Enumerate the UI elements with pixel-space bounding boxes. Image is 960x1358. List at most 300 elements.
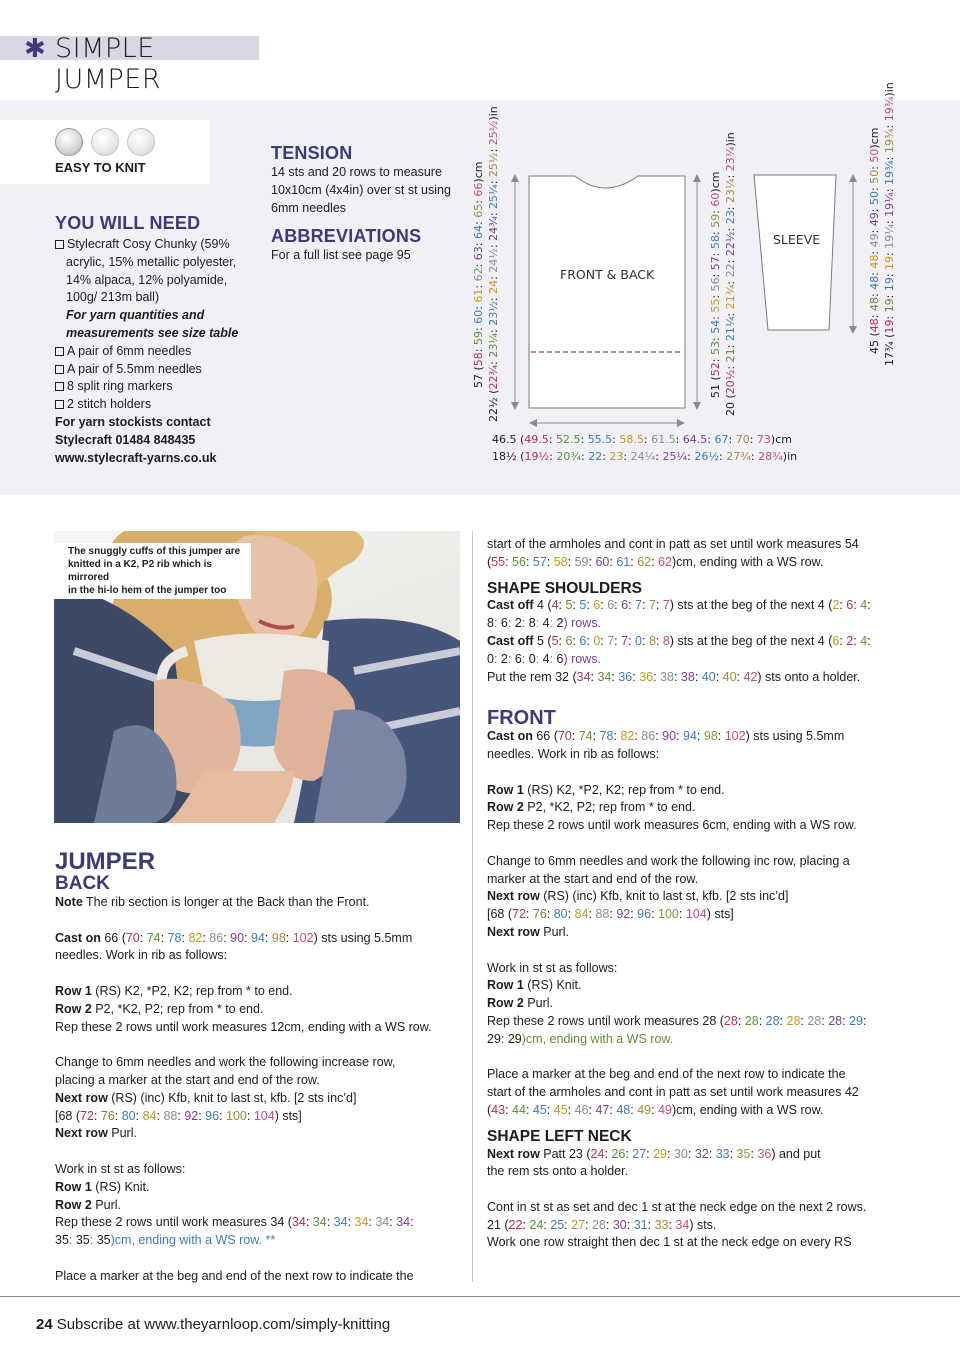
text-line: Change to 6mm needles and work the following increase row, (55, 1055, 396, 1070)
size-separator: : (558, 633, 566, 648)
size-value: 57 (532, 554, 547, 569)
size-separator: : (655, 598, 663, 613)
sts-count (55, 1108, 465, 1126)
size-value: 50 (868, 148, 881, 163)
size-value: 34 (333, 1215, 348, 1230)
note-label: Note (55, 895, 83, 909)
size-separator: : (883, 269, 896, 278)
size-value: 22 (724, 263, 737, 278)
sizes-line (55, 1214, 465, 1232)
size-value: )cm, ending with a WS row. ** (110, 1233, 276, 1248)
checkbox-icon (55, 400, 64, 409)
size-separator: 4 ( (533, 598, 552, 613)
size-separator: 4 (542, 651, 550, 666)
size-separator: : (347, 1215, 355, 1230)
size-value: 23½ (487, 301, 500, 326)
size-separator: ( (487, 1102, 492, 1117)
size-separator: : (368, 1215, 376, 1230)
checkbox-icon (55, 347, 64, 356)
size-value: 25¼ (662, 450, 688, 463)
size-value: 61.5 (651, 433, 676, 446)
size-separator: : (626, 1217, 634, 1232)
size-separator: : (667, 1146, 674, 1161)
size-value: 23¼ (487, 333, 500, 358)
row-text: (RS) K2, *P2, K2; rep from * to end. (523, 782, 725, 797)
size-separator: : (546, 554, 554, 569)
size-value: 58 (709, 234, 722, 249)
size-separator: 18½ ( (492, 450, 525, 463)
row-text: P2, *K2, P2; rep from * to end. (91, 1001, 264, 1016)
size-value: 61 (616, 554, 631, 569)
column-divider (472, 531, 473, 1282)
size-separator: : (588, 554, 596, 569)
yarn-ball-icon (55, 128, 83, 156)
sizes-line (487, 1217, 907, 1235)
size-value: 67 (714, 433, 729, 446)
size-separator: : (604, 1146, 612, 1161)
size-separator: )in (883, 82, 896, 97)
armhole-in (724, 132, 737, 416)
footer-rule (0, 1296, 960, 1297)
length-cm (472, 162, 485, 388)
row-text: (RS) Knit. (523, 978, 582, 993)
size-separator: )in (782, 450, 798, 463)
size-separator: : (653, 669, 661, 684)
row-label: Row 1 (487, 978, 524, 993)
size-value: 24 (529, 1217, 544, 1232)
size-value: 82 (620, 729, 635, 744)
footer-link[interactable]: Subscribe at www.theyarnloop.com/simply-knitting (56, 1316, 391, 1333)
abbreviations-heading: ABBREVIATIONS (271, 226, 422, 247)
size-separator: : (724, 341, 737, 349)
size-separator: : (646, 1146, 654, 1161)
size-separator: )cm (709, 171, 722, 193)
size-value: 19¼ (883, 224, 896, 249)
sleeve-cm (868, 128, 881, 354)
size-value: 19¼ (883, 192, 896, 217)
size-value: : (493, 616, 501, 631)
text-line: Place a marker at the beg and end of the next row to indicate the (487, 1067, 846, 1082)
size-value: 34 (597, 669, 612, 684)
size-separator: : (160, 930, 168, 945)
size-separator: : (728, 433, 736, 446)
size-value: 47 (595, 1102, 610, 1117)
size-value: 59 (574, 554, 589, 569)
size-separator: : (737, 1013, 745, 1028)
size-separator: : (612, 433, 620, 446)
size-value: 62 (472, 267, 485, 282)
back-heading: BACK (55, 873, 110, 894)
size-value: 28 (786, 1013, 801, 1028)
size-separator: 35 (96, 1233, 111, 1248)
size-value: 20¾ (556, 450, 581, 463)
size-value: 38 (680, 669, 695, 684)
size-value: 49 (637, 1102, 652, 1117)
caption-line: knitted in a K2, P2 rib which is mirrored (68, 559, 212, 583)
size-separator: 8 (528, 616, 536, 631)
size-separator: : (609, 554, 617, 569)
size-separator: : (643, 433, 652, 446)
size-separator: : (868, 183, 881, 191)
row-label: Next row (487, 1146, 540, 1161)
size-value: 72 (80, 1108, 94, 1123)
size-value: 60 (595, 554, 610, 569)
size-separator: : (724, 277, 737, 285)
sizes-line (487, 554, 907, 572)
size-value: 40 (722, 669, 737, 684)
size-value: 24¼ (630, 450, 656, 463)
sleeve-label: SLEEVE (773, 232, 821, 247)
size-separator: 6 (556, 651, 564, 666)
size-separator: : (586, 598, 594, 613)
yarn-note: For yarn quantities and (66, 308, 205, 323)
size-separator: : (868, 162, 881, 170)
row-label: Row 1 (55, 983, 92, 998)
size-value: 25 (550, 1217, 565, 1232)
size-value: 19 (883, 277, 896, 292)
size-separator: : (264, 930, 272, 945)
size-value: 7 (648, 598, 656, 613)
size-separator: : (572, 633, 580, 648)
size-separator: : (883, 153, 896, 161)
checkbox-icon (55, 382, 64, 391)
size-value: 21¼ (724, 316, 737, 342)
size-value: 29 (849, 1013, 863, 1028)
size-value: 5 (565, 598, 573, 613)
size-separator: ( (487, 554, 492, 569)
size-separator: : (487, 357, 500, 365)
size-value: 23¼ (724, 178, 737, 204)
size-value: 28 (723, 1013, 738, 1028)
size-separator: : (709, 333, 722, 341)
size-value: 34 (375, 1215, 390, 1230)
row-label: Row 2 (55, 1001, 92, 1016)
size-value: 94 (251, 930, 265, 945)
footer (36, 1316, 390, 1333)
size-separator: : (675, 433, 683, 446)
sizes-line (487, 1102, 907, 1120)
size-separator: : (592, 729, 600, 744)
row-label: Next row (487, 889, 540, 904)
needles-item: A pair of 5.5mm needles (67, 361, 202, 376)
size-separator: : (868, 268, 881, 276)
size-separator: : (472, 260, 485, 268)
size-value: 48 (616, 1102, 631, 1117)
size-value: 19¾ (883, 160, 896, 185)
caption-line: in the hi-lo hem of the jumper too (68, 585, 227, 596)
size-separator: )cm (868, 127, 881, 149)
size-separator: : (687, 1146, 695, 1161)
tension-line: 6mm needles (271, 200, 347, 215)
size-value: 24 (590, 1146, 605, 1161)
sizes-line (487, 1013, 907, 1031)
size-separator: : (585, 1217, 592, 1232)
size-separator: : (487, 240, 500, 249)
size-value: : (507, 651, 515, 666)
size-value: 73 (756, 433, 771, 446)
size-value: 98 (703, 729, 718, 744)
size-separator: : (651, 1102, 659, 1117)
size-value: 6 (832, 633, 840, 648)
size-separator: ) sts onto a holder. (757, 669, 861, 684)
size-value: : (493, 651, 501, 666)
you-will-need-heading: YOU WILL NEED (55, 213, 201, 233)
size-separator: : (853, 598, 861, 613)
size-value: 70 (125, 930, 140, 945)
size-separator: : (611, 669, 619, 684)
size-separator: : (719, 450, 727, 463)
size-separator: : (487, 293, 500, 302)
size-value: 63 (472, 246, 485, 261)
size-separator: 17¾ ( (883, 333, 896, 366)
size-separator: : (525, 554, 533, 569)
size-separator: Put the rem 32 ( (487, 669, 577, 684)
row-text: (RS) Knit. (91, 1179, 150, 1194)
size-value: 58 (472, 352, 485, 367)
size-value: 65 (472, 203, 485, 218)
cast-on-sizes (533, 729, 844, 743)
size-value: 22 (588, 450, 603, 463)
you-will-need (55, 213, 255, 467)
size-separator: : (614, 633, 622, 648)
size-value: 58 (553, 554, 568, 569)
size-separator: : (600, 598, 608, 613)
size-value: 64 (472, 224, 485, 239)
yarn-note: measurements see size table (66, 325, 239, 340)
size-value: 104 (253, 1108, 275, 1123)
size-separator: : (883, 291, 896, 299)
size-separator: : (673, 669, 681, 684)
size-value: 22½ (724, 231, 737, 257)
size-value: 27¾ (726, 450, 751, 463)
size-separator: [68 ( (55, 1108, 81, 1123)
size-value: 28 (807, 1013, 822, 1028)
size-value: : (89, 1233, 97, 1248)
size-value: 6 (846, 598, 854, 613)
size-value: 31 (633, 1217, 648, 1232)
size-separator: : (202, 930, 210, 945)
size-separator: ) sts using 5.5mm (313, 930, 413, 945)
size-separator: 0 (487, 651, 494, 666)
sizes-line (487, 615, 907, 633)
size-separator: 2 (500, 651, 508, 666)
size-value: 36 (639, 669, 654, 684)
size-value: 7 (662, 598, 670, 613)
page-number: 24 (36, 1316, 53, 1333)
size-value: 94 (683, 729, 697, 744)
size-value: 48 (868, 254, 881, 269)
size-value: 96 (637, 907, 652, 922)
difficulty-label: EASY TO KNIT (55, 160, 146, 175)
front-back-outline (529, 176, 685, 408)
text-line: needles. Work in rib as follows: (487, 746, 660, 761)
size-value: 60 (709, 192, 722, 207)
size-value: 84 (574, 907, 589, 922)
shape-shoulders-heading: SHAPE SHOULDERS (487, 579, 643, 597)
size-separator: : (724, 362, 737, 370)
width-in (492, 450, 797, 463)
size-separator: : (285, 930, 293, 945)
size-value: 6 (621, 598, 629, 613)
size-separator: : (736, 669, 744, 684)
size-value: : (549, 616, 557, 631)
size-separator: : (750, 1146, 758, 1161)
holders-item: 2 stitch holders (67, 397, 152, 412)
row-text: (RS) (inc) Kfb, knit to last st, kfb. [2 sts inc’d] (107, 1090, 357, 1105)
size-value: 25½ (487, 120, 500, 146)
size-separator: : (609, 1102, 617, 1117)
size-value: 96 (205, 1108, 220, 1123)
size-value: 22¾ (487, 364, 500, 390)
size-separator: : (472, 196, 485, 204)
size-separator: : (779, 1013, 787, 1028)
size-value: 19 (883, 255, 896, 270)
size-value: 50 (868, 169, 881, 184)
asterisk-icon: ✱ (24, 34, 46, 64)
size-separator: : (135, 1108, 143, 1123)
size-value: 60 (472, 309, 485, 324)
tension-line: 14 sts and 20 rows to measure (271, 165, 442, 179)
row-label: Cast off (487, 598, 534, 613)
sizes-line (487, 1031, 907, 1049)
needles-item: A pair of 6mm needles (67, 343, 192, 358)
size-value: )cm, ending with a WS row. (521, 1031, 674, 1046)
size-value: 33 (654, 1217, 669, 1232)
row-text: Purl. (91, 1197, 121, 1212)
size-value: 34 (312, 1215, 327, 1230)
size-value: 34 (354, 1215, 369, 1230)
size-separator: : (487, 145, 500, 153)
size-separator: : (609, 907, 617, 922)
size-separator: 8 (487, 616, 494, 631)
size-separator: : (883, 121, 896, 129)
size-value: 80 (121, 1108, 136, 1123)
size-value: 28¾ (758, 450, 783, 463)
tension-heading: TENSION (271, 143, 353, 163)
size-value: 48 (868, 275, 881, 290)
size-separator: 29 (487, 1031, 501, 1046)
size-separator: 66 ( (532, 729, 558, 744)
tension-line: 10x10cm (4x4in) over st st using (271, 182, 451, 197)
abbreviations-text: For a full list see page 95 (271, 248, 411, 263)
size-separator: Patt 23 ( (539, 1146, 591, 1161)
size-value: 78 (599, 729, 614, 744)
size-value: 92 (616, 907, 631, 922)
size-value: 22 (508, 1217, 523, 1232)
size-separator: : (505, 554, 513, 569)
size-separator: 6 (500, 616, 508, 631)
size-separator: 6 (514, 651, 522, 666)
size-value: 55.5 (587, 433, 613, 446)
size-separator: : (709, 270, 722, 278)
row-text: (RS) K2, *P2, K2; rep from * to end. (91, 983, 293, 998)
size-value: 56 (709, 277, 722, 292)
size-separator: : (546, 1102, 554, 1117)
size-separator: : (694, 669, 702, 684)
size-separator: 2 (514, 616, 522, 631)
size-separator: : (177, 1108, 185, 1123)
yarn-line: 100g/ 213m ball) (66, 290, 160, 305)
size-separator: 5 ( (533, 633, 552, 648)
size-value: : (521, 651, 529, 666)
size-value: 4 (551, 598, 559, 613)
size-value: 76 (100, 1108, 115, 1123)
size-value: 58.5 (619, 433, 644, 446)
size-separator: ) sts. (689, 1217, 717, 1232)
size-separator: : (326, 1215, 334, 1230)
size-separator: : (839, 598, 847, 613)
row-label: Row 2 (55, 1197, 92, 1212)
size-value: 6 (593, 598, 601, 613)
size-value: 64.5 (682, 433, 708, 446)
caption-line: The snuggly cuffs of this jumper are (68, 546, 241, 557)
size-separator: : (223, 930, 231, 945)
size-separator: 2 (556, 616, 564, 631)
size-separator: : (641, 633, 649, 648)
size-separator: : (546, 907, 554, 922)
size-separator: : (558, 598, 566, 613)
size-separator: : (549, 450, 557, 463)
size-separator: : (883, 216, 896, 225)
size-separator: : (724, 171, 737, 179)
size-separator: : (800, 1013, 808, 1028)
size-separator: : (505, 1102, 513, 1117)
row-text: Purl. (107, 1126, 137, 1141)
page-title: SIMPLE JUMPER (55, 33, 162, 95)
size-value: 70 (557, 729, 572, 744)
shape-left-neck-heading: SHAPE LEFT NECK (487, 1127, 632, 1145)
size-value: 100 (658, 907, 679, 922)
size-value: 56 (512, 554, 526, 569)
size-value: 5 (579, 598, 587, 613)
size-value: 28 (744, 1013, 759, 1028)
sizes-line (487, 651, 907, 669)
size-separator: ) sts] (706, 907, 734, 922)
size-separator: : (651, 907, 659, 922)
size-separator: : (724, 203, 737, 211)
size-value: 21 (724, 348, 737, 363)
size-value: 49 (868, 233, 881, 248)
size-value: 28 (591, 1217, 606, 1232)
size-separator: : (614, 598, 622, 613)
size-value: 35 (736, 1146, 751, 1161)
size-separator: : (632, 669, 640, 684)
row-label: Row 2 (487, 996, 524, 1011)
size-separator: : (678, 907, 686, 922)
size-value: 6 (565, 633, 573, 648)
size-separator: 29 (507, 1031, 522, 1046)
size-value: 86 (209, 930, 224, 945)
size-separator: 20 ( (724, 394, 737, 416)
size-separator: ) sts using 5.5mm (745, 729, 845, 744)
size-separator: : (709, 206, 722, 214)
sizes-line (487, 669, 907, 687)
yarn-line: 14% alpaca, 12% polyamide, (66, 272, 228, 287)
size-value: 7 (607, 633, 615, 648)
size-separator: : (708, 1146, 716, 1161)
size-value: 59 (709, 213, 722, 228)
text-line: start of the armholes and cont in patt as set until work measures 42 (487, 1085, 859, 1100)
yarn-line: acrylic, 15% metallic polyester, (66, 254, 237, 269)
size-separator: : (709, 227, 722, 235)
size-separator: : (630, 907, 638, 922)
size-separator: : (472, 345, 485, 353)
size-separator: : (623, 450, 631, 463)
size-value: : (535, 616, 543, 631)
size-separator: : (156, 1108, 164, 1123)
size-separator: : (590, 669, 598, 684)
row-label: Row 2 (487, 800, 524, 815)
